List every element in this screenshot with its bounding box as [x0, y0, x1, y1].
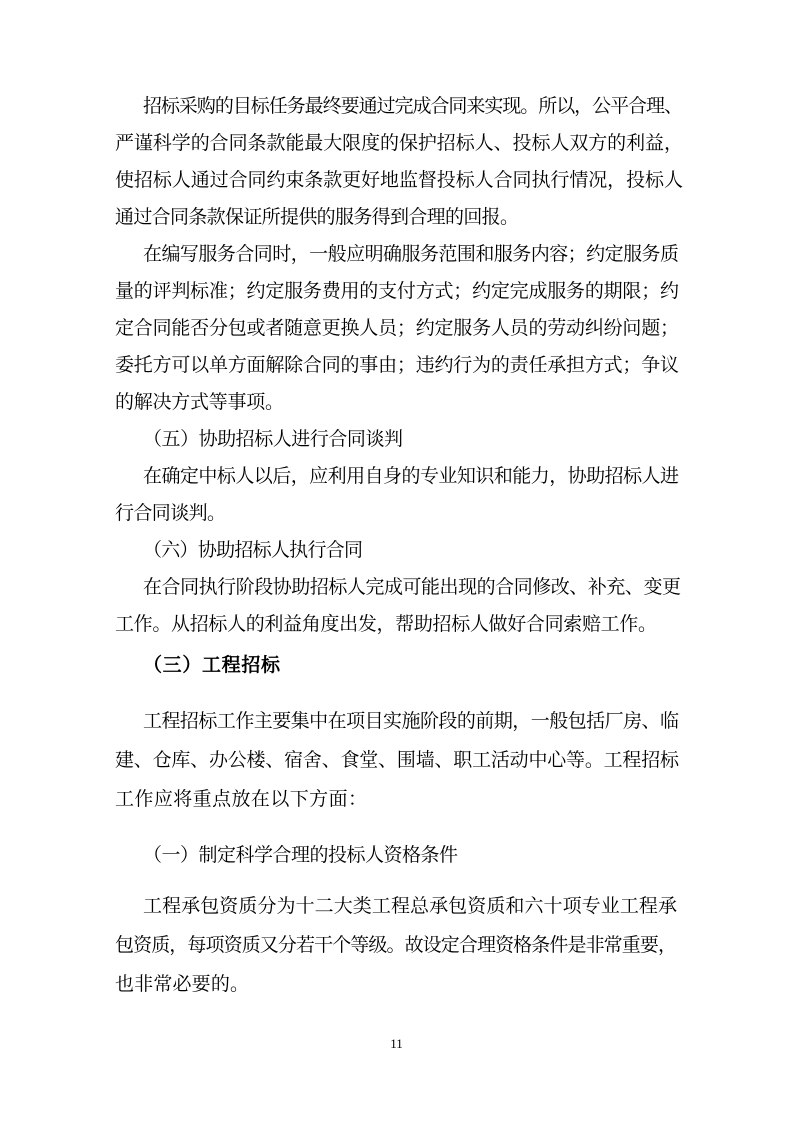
line-text: 工作。从招标人的利益角度出发，帮助招标人做好合同索赔工作。: [115, 613, 657, 635]
paragraph-line: [0, 927, 793, 963]
section-heading: [0, 837, 793, 873]
paragraph-line: [0, 742, 793, 778]
line-text: 的解决方式等事项。: [115, 391, 284, 413]
line-text: 使招标人通过合同约束条款更好地监督投标人合同执行情况，投标人: [115, 169, 683, 191]
paragraph-line: [0, 162, 793, 198]
line-text: 严谨科学的合同条款能最大限度的保护招标人、投标人双方的利益，: [115, 132, 683, 154]
section-heading: [0, 532, 793, 568]
heading-text: （五）协助招标人进行合同谈判: [143, 428, 403, 450]
paragraph-line: [0, 347, 793, 383]
line-text: 工程招标工作主要集中在项目实施阶段的前期，一般包括厂房、临: [143, 710, 679, 732]
paragraph-line: [0, 88, 793, 124]
line-text: 定合同能否分包或者随意更换人员；约定服务人员的劳动纠纷问题；: [115, 317, 679, 339]
line-text: 包资质，每项资质又分若干个等级。故设定合理资格条件是非常重要，: [115, 934, 677, 956]
paragraph-line: [0, 495, 793, 531]
paragraph-line: [0, 458, 793, 494]
line-text: 在确定中标人以后，应利用自身的专业知识和能力，协助招标人进: [143, 465, 679, 487]
heading-text: （三）工程招标: [143, 654, 281, 676]
page-number: 11: [390, 1036, 403, 1051]
heading-text: （一）制定科学合理的投标人资格条件: [143, 844, 458, 866]
section-heading: [0, 421, 793, 457]
paragraph-line: [0, 384, 793, 420]
heading-text: （六）协助招标人执行合同: [143, 539, 363, 561]
line-text: 也非常必要的。: [115, 973, 250, 995]
line-text: 在合同执行阶段协助招标人完成可能出现的合同修改、补充、变更: [143, 576, 681, 598]
paragraph-line: [0, 703, 793, 739]
line-text: 通过合同条款保证所提供的服务得到合理的回报。: [115, 206, 519, 228]
line-text: 工作应将重点放在以下方面：: [115, 788, 368, 810]
paragraph-line: [0, 125, 793, 161]
paragraph-line: [0, 199, 793, 235]
line-text: 行合同谈判。: [115, 502, 226, 524]
paragraph-line: [0, 888, 793, 924]
paragraph-line: [0, 236, 793, 272]
line-text: 在编写服务合同时，一般应明确服务范围和服务内容；约定服务质: [143, 243, 679, 265]
line-text: 委托方可以单方面解除合同的事由；违约行为的责任承担方式；争议: [115, 354, 679, 376]
paragraph-line: [0, 273, 793, 309]
section-heading: [0, 647, 793, 683]
paragraph-line: [0, 569, 793, 605]
line-text: 招标采购的目标任务最终要通过完成合同来实现。所以，公平合理、: [143, 95, 682, 117]
line-text: 工程承包资质分为十二大类工程总承包资质和六十项专业工程承: [143, 895, 678, 917]
paragraph-line: [0, 966, 793, 1002]
paragraph-line: [0, 781, 793, 817]
paragraph-line: [0, 310, 793, 346]
paragraph-line: [0, 606, 793, 642]
line-text: 量的评判标准；约定服务费用的支付方式；约定完成服务的期限；约: [115, 280, 679, 302]
line-text: 建、仓库、办公楼、宿舍、食堂、围墙、职工活动中心等。工程招标: [115, 749, 679, 771]
